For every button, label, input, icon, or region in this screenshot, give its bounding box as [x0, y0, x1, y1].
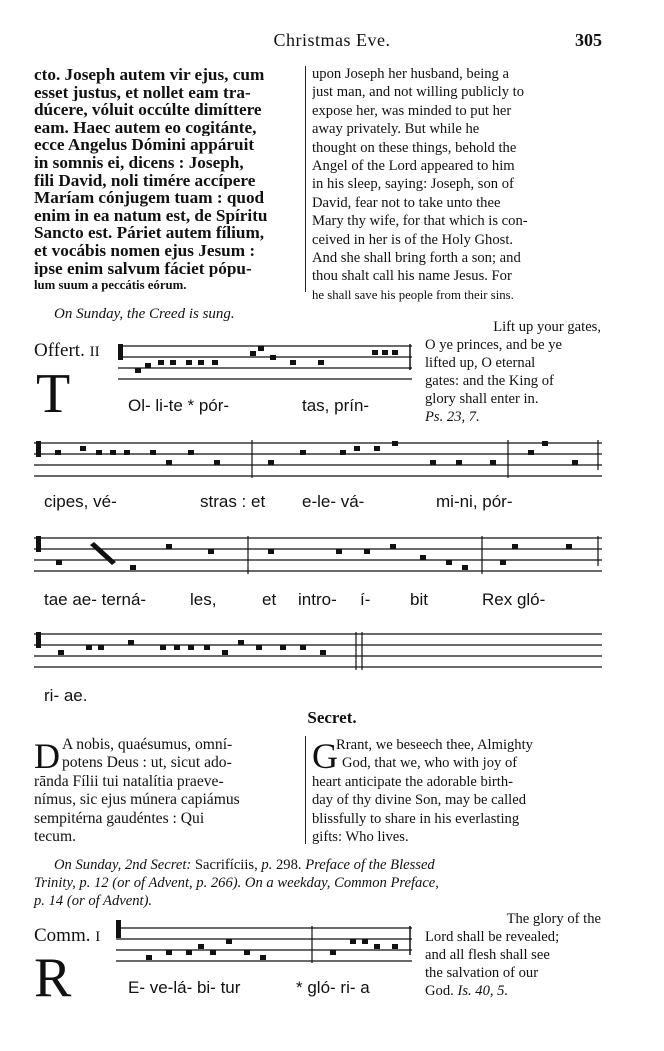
- communion-translation: [425, 910, 601, 1000]
- translation-line: gates: and the King of: [425, 373, 554, 389]
- english-line: just man, and not willing publicly to: [312, 84, 525, 101]
- offertory-lyrics-3e: í-: [360, 590, 371, 609]
- scripture-reference: Is. 40, 5.: [457, 983, 509, 999]
- english-line: Mary thy wife, for that which is con-: [312, 213, 528, 230]
- offertory-lyrics-2d: mi-ni, pór-: [436, 492, 513, 511]
- secret-english-line: day of thy divine Son, may be called: [312, 792, 526, 808]
- english-line: And she shall bring forth a son; and: [312, 250, 521, 267]
- secret-english-initial: G: [312, 736, 338, 776]
- latin-line: cto. Joseph autem vir ejus, cum: [34, 66, 265, 84]
- secret-english-line: gifts: Who lives.: [312, 829, 409, 845]
- preface-rubric: [34, 856, 602, 910]
- rubric-line-3: p. 14 (or of Advent).: [34, 893, 153, 909]
- english-line: away privately. But while he: [312, 121, 480, 138]
- offertory-lyrics-2c: e-le- vá-: [302, 492, 365, 511]
- offertory-staff-2: [34, 440, 602, 478]
- english-line: upon Joseph her husband, being a: [312, 66, 509, 82]
- secret-latin-line: potens Deus : ut, sicut ado-: [62, 754, 232, 771]
- english-line: in his sleep, saying: Joseph, son of: [312, 176, 514, 193]
- secret-column-divider: [305, 736, 306, 844]
- english-line: expose her, was minded to put her: [312, 102, 512, 119]
- secret-latin-line: tecum.: [34, 828, 76, 845]
- offertory-label-text: Offert.: [34, 340, 85, 361]
- secret-latin-initial: D: [34, 736, 60, 776]
- english-line: ceived in her is of the Holy Ghost.: [312, 231, 514, 248]
- offertory-lyrics-2a: cipes, vé-: [44, 492, 117, 511]
- secret-english-line: God, that we, who with joy of: [342, 755, 518, 771]
- latin-line: esset justus, et nollet eam tra-: [34, 83, 251, 102]
- secret-heading: Secret.: [307, 708, 357, 727]
- offertory-lyrics-1a: Ol- li-te * pór-: [128, 396, 230, 415]
- communion-lyrics-a: E- ve-lá- bi- tur: [128, 978, 241, 997]
- rubric-line-2: Trinity, p. 12 (or of Advent, p. 266). On a weekday, Common Preface,: [34, 875, 439, 891]
- offertory-initial: T: [36, 363, 71, 425]
- english-line: Angel of the Lord appeared to him: [312, 158, 515, 175]
- offertory-staff-3: [34, 536, 602, 574]
- offertory-lyrics-4a: ri- ae.: [44, 686, 88, 705]
- offertory-mode: II: [89, 344, 100, 360]
- offertory-lyrics-1b: tas, prín-: [302, 396, 370, 415]
- translation-line: glory shall enter in.: [425, 391, 539, 407]
- translation-line: Lord shall be revealed;: [425, 929, 560, 945]
- english-line: David, fear not to take unto thee: [312, 194, 501, 211]
- communion-lyrics-b: * gló- ri- a: [296, 978, 370, 997]
- secret-latin-line: nímus, sic ejus múnera capiámus: [34, 791, 240, 808]
- offertory-lyrics-2b: stras : et: [200, 492, 266, 511]
- communion-label-text: Comm.: [34, 925, 91, 946]
- offertory-staff-4: [34, 632, 602, 670]
- communion-staff: [116, 920, 412, 963]
- latin-line: Sancto est. Páriet autem fílium,: [34, 224, 265, 242]
- translation-line: the salvation of our: [425, 965, 539, 981]
- translation-line: The glory of the: [506, 911, 601, 927]
- communion-initial: R: [34, 947, 72, 1009]
- communion-label: [34, 925, 100, 947]
- translation-line: Lift up your gates,: [493, 319, 601, 335]
- latin-line: dúcere, vóluit occúlte dimíttere: [34, 101, 262, 119]
- translation-line: lifted up, O eternal: [425, 355, 536, 371]
- secret-english-line: blissfully to share in his everlasting: [312, 811, 520, 827]
- latin-line: Maríam cónjugem tuam : quod: [34, 189, 265, 207]
- translation-line: and all flesh shall see: [425, 947, 550, 963]
- creed-rubric: On Sunday, the Creed is sung.: [54, 306, 235, 322]
- latin-line: ecce Angelus Dómini appáruit: [34, 136, 255, 154]
- scripture-reference: Ps. 23, 7.: [425, 409, 480, 425]
- latin-line: et vocábis nomen ejus Jesum :: [34, 241, 256, 260]
- translation-line: O ye princes, and be ye: [425, 337, 562, 353]
- secret-english-line: heart anticipate the adorable birth-: [312, 774, 513, 790]
- latin-line: eam. Haec autem eo cogitánte,: [34, 118, 257, 137]
- latin-line: fili David, noli timére accípere: [34, 171, 256, 190]
- communion-mode: I: [95, 929, 101, 945]
- offertory-lyrics-3c: et: [262, 590, 277, 609]
- offertory-lyrics-3a: tae ae- terná-: [44, 590, 147, 609]
- offertory-staff-1: [118, 344, 412, 379]
- latin-line: enim in ea natum est, de Spíritu: [34, 206, 268, 225]
- offertory-lyrics-3d: intro-: [298, 590, 337, 609]
- secret-latin-line: A nobis, quaésumus, omní-: [62, 736, 233, 753]
- offertory-lyrics-3f: bit: [410, 590, 428, 609]
- rubric-line-1: On Sunday, 2nd Secret: Sacrifíciis, p. 298. Preface of the Blessed: [54, 857, 435, 873]
- english-line: he shall save his people from their sins.: [312, 287, 514, 302]
- secret-english-line: Rrant, we beseech thee, Almighty: [336, 737, 533, 753]
- running-title: Christmas Eve.: [273, 30, 391, 50]
- english-line: thou shalt call his name Jesus. For: [312, 268, 512, 285]
- latin-line: in somnis ei, dicens : Joseph,: [34, 153, 244, 172]
- secret-latin-line: sempitérna gaudéntes : Qui: [34, 810, 205, 827]
- english-line: thought on these things, behold the: [312, 139, 517, 156]
- latin-line: lum suum a peccátis eórum.: [34, 278, 187, 293]
- offertory-lyrics-3g: Rex gló-: [482, 590, 546, 609]
- secret-latin-line: rānda Fílii tui natalítia praeve-: [34, 773, 224, 790]
- offertory-lyrics-3b: les,: [190, 590, 217, 609]
- translation-line: God. Is. 40, 5.: [425, 983, 509, 999]
- page-number: 305: [575, 30, 602, 50]
- latin-line: ipse enim salvum fáciet pópu-: [34, 259, 252, 278]
